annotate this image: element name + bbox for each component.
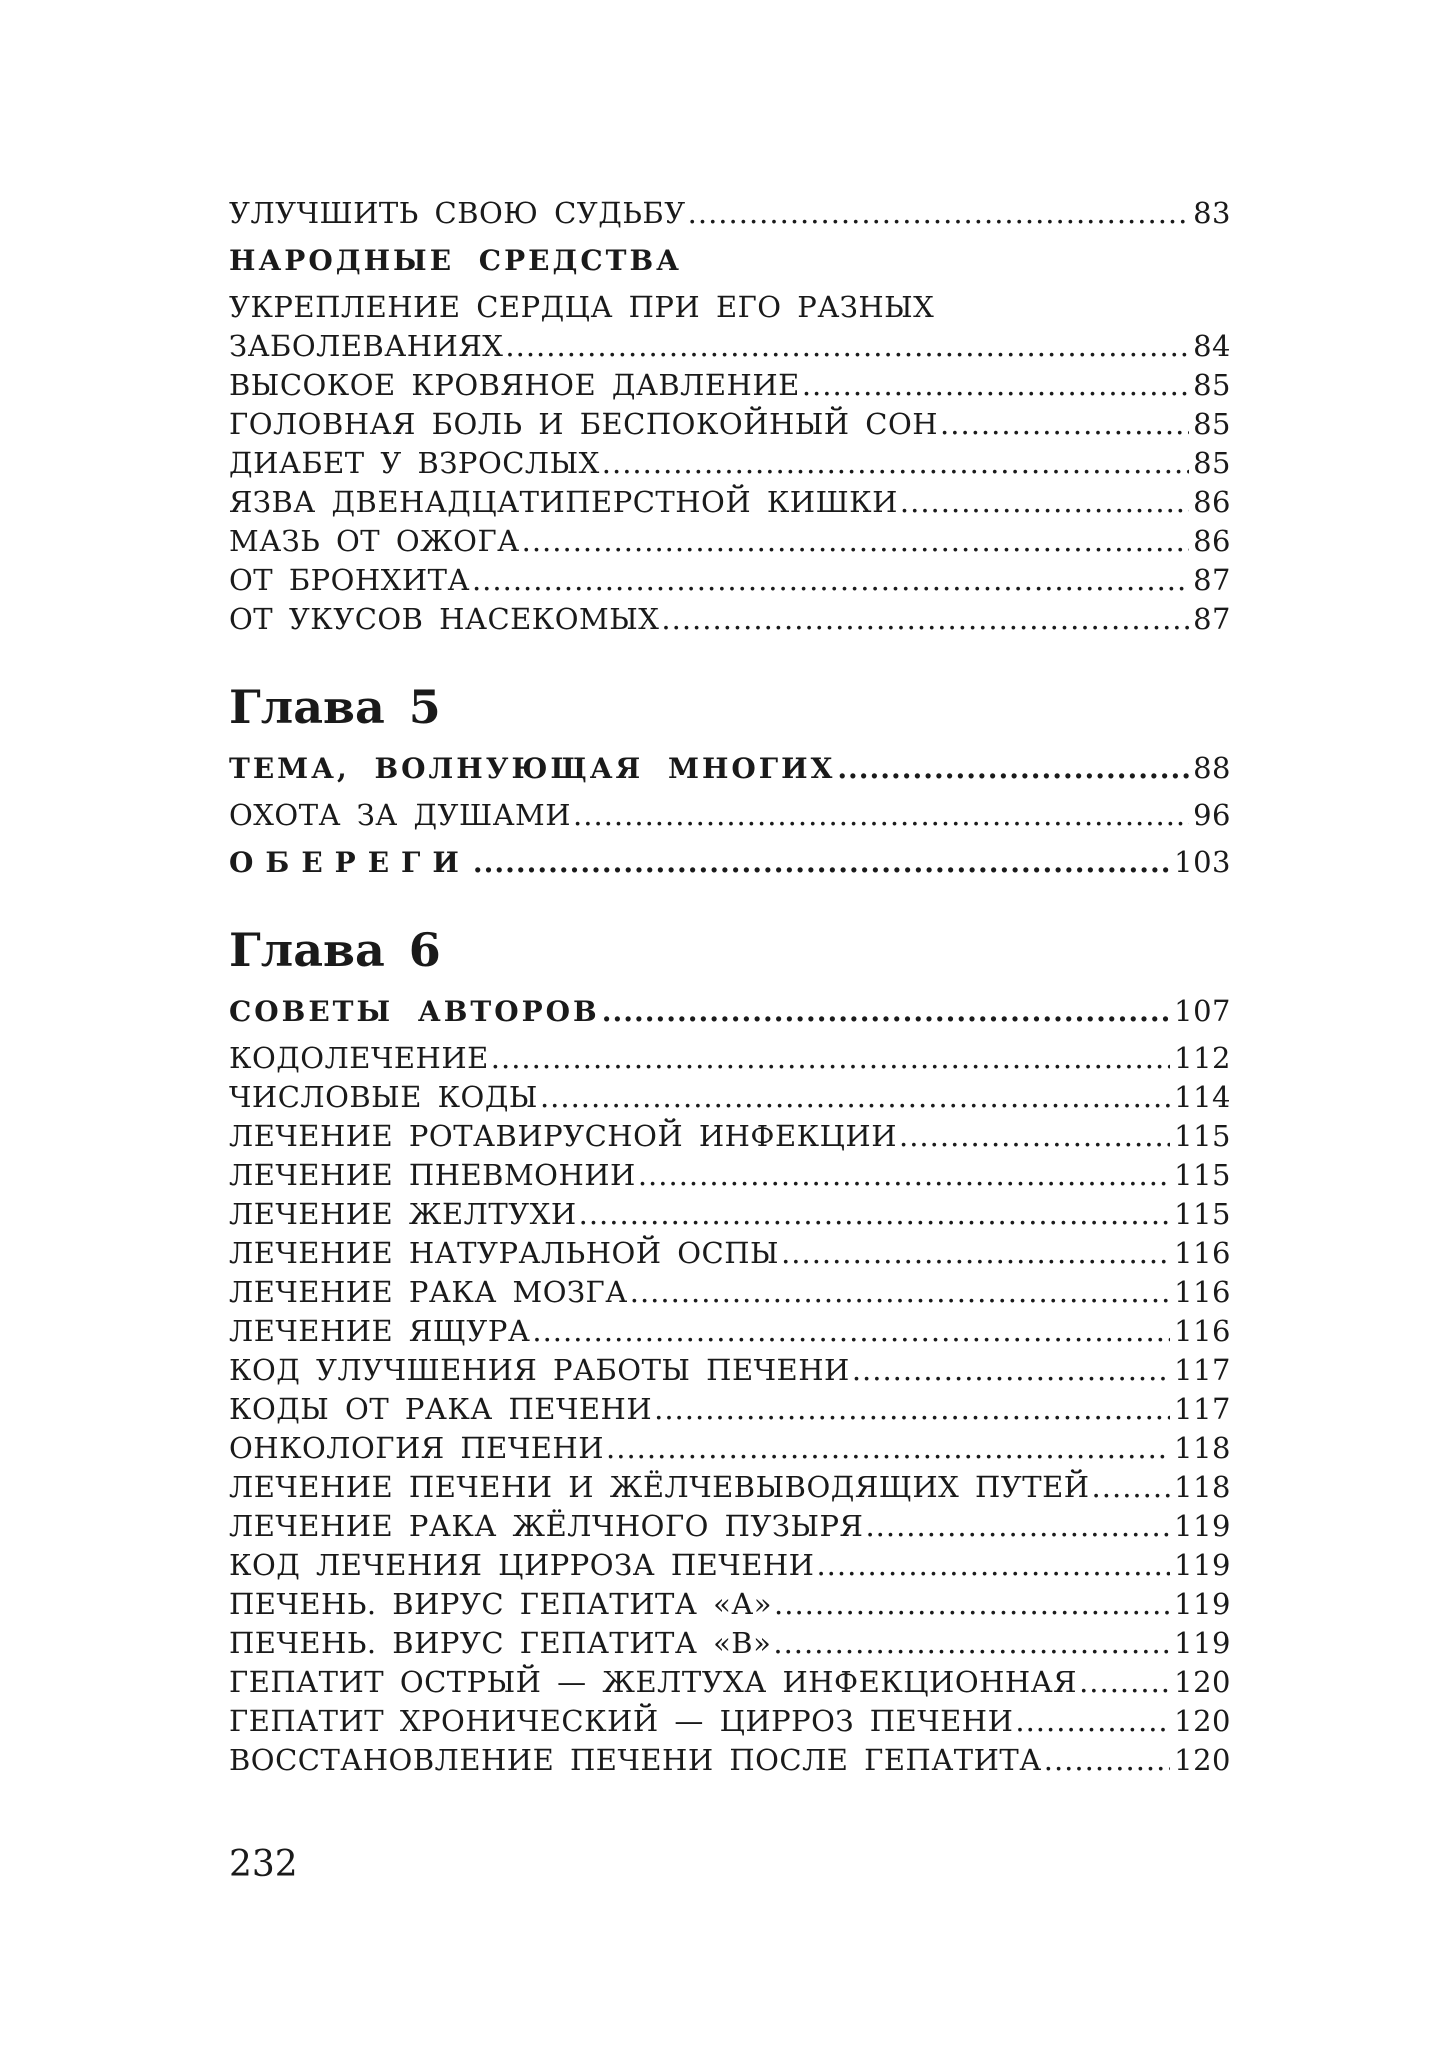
leader-dots <box>940 405 1189 444</box>
toc-entry-page: 88 <box>1193 751 1231 785</box>
toc-entry <box>229 1273 1231 1312</box>
leader-dots <box>837 749 1189 788</box>
toc-entry <box>229 1585 1231 1624</box>
toc-entry-title: КОДОЛЕЧЕНИЕ <box>229 1041 489 1075</box>
toc-entry-title: ЛЕЧЕНИЕ ПЕЧЕНИ И ЖЁЛЧЕВЫВОДЯЩИХ ПУТЕЙ <box>229 1470 1090 1504</box>
toc-entry-title: КОД УЛУЧШЕНИЯ РАБОТЫ ПЕЧЕНИ <box>229 1353 850 1387</box>
toc-entry-page: 119 <box>1174 1509 1231 1543</box>
toc-entry <box>229 1741 1231 1780</box>
toc-entry <box>229 1702 1231 1741</box>
toc-entry <box>229 1390 1231 1429</box>
leader-dots <box>573 796 1189 835</box>
toc-entry-page: 86 <box>1193 485 1231 519</box>
toc-entry <box>229 1351 1231 1390</box>
toc-entry-page: 85 <box>1193 407 1231 441</box>
toc-entry-page: 116 <box>1174 1314 1231 1348</box>
toc-entry <box>229 600 1231 639</box>
toc-entry-page: 120 <box>1174 1704 1231 1738</box>
toc-entry-title: ГЕПАТИТ ХРОНИЧЕСКИЙ — ЦИРРОЗ ПЕЧЕНИ <box>229 1704 1014 1738</box>
toc-entry-page: 85 <box>1193 368 1231 402</box>
leader-dots <box>602 992 1170 1031</box>
toc-entry-page: 114 <box>1174 1080 1231 1114</box>
toc-entry-title: ОТ БРОНХИТА <box>229 563 470 597</box>
toc-entry-page: 83 <box>1193 196 1231 230</box>
toc-section-entry <box>229 992 1231 1031</box>
toc-entry-title: ЛЕЧЕНИЕ ПНЕВМОНИИ <box>229 1158 636 1192</box>
toc-entry-page: 115 <box>1174 1197 1231 1231</box>
leader-dots <box>638 1156 1170 1195</box>
toc-entry-page: 119 <box>1174 1626 1231 1660</box>
leader-dots <box>540 1078 1170 1117</box>
toc-entry-page: 120 <box>1174 1665 1231 1699</box>
leader-dots <box>654 1390 1170 1429</box>
leader-dots <box>661 600 1189 639</box>
chapter6-entries-list <box>229 1039 1231 1780</box>
leader-dots <box>1092 1468 1171 1507</box>
toc-entry <box>229 366 1231 405</box>
folk-remedies-list <box>229 327 1231 639</box>
toc-entry-page: 119 <box>1174 1587 1231 1621</box>
leader-dots <box>688 194 1189 233</box>
toc-entry-title: УЛУЧШИТЬ СВОЮ СУДЬБУ <box>229 196 686 230</box>
toc-entry-title: ОБЕРЕГИ <box>229 846 471 879</box>
toc-entry-title: ДИАБЕТ У ВЗРОСЛЫХ <box>229 446 600 480</box>
toc-entry-page: 103 <box>1174 845 1231 879</box>
toc-entry-title: ЛЕЧЕНИЕ РАКА ЖЁЛЧНОГО ПУЗЫРЯ <box>229 1509 864 1543</box>
toc-entry-title: ЯЗВА ДВЕНАДЦАТИПЕРСТНОЙ КИШКИ <box>229 485 898 519</box>
leader-dots <box>630 1273 1170 1312</box>
toc-entry <box>229 194 1231 233</box>
toc-entry <box>229 796 1231 835</box>
toc-entry-title: КОДЫ ОТ РАКА ПЕЧЕНИ <box>229 1392 653 1426</box>
toc-entry-title: МАЗЬ ОТ ОЖОГА <box>229 524 520 558</box>
leader-dots <box>522 522 1189 561</box>
toc-entry-title: КОД ЛЕЧЕНИЯ ЦИРРОЗА ПЕЧЕНИ <box>229 1548 815 1582</box>
leader-dots <box>1079 1663 1170 1702</box>
toc-entry <box>229 1078 1231 1117</box>
leader-dots <box>473 843 1170 882</box>
toc-entry <box>229 405 1231 444</box>
toc-entry-title: ЛЕЧЕНИЕ ЯЩУРА <box>229 1314 531 1348</box>
toc-entry-title: ВОССТАНОВЛЕНИЕ ПЕЧЕНИ ПОСЛЕ ГЕПАТИТА <box>229 1743 1042 1777</box>
toc-entry-title: ЛЕЧЕНИЕ НАТУРАЛЬНОЙ ОСПЫ <box>229 1236 780 1270</box>
toc-entry-page: 87 <box>1193 563 1231 597</box>
leader-dots <box>781 1234 1170 1273</box>
toc-entry-title: ЛЕЧЕНИЕ РОТАВИРУСНОЙ ИНФЕКЦИИ <box>229 1119 897 1153</box>
toc-entry-page: 107 <box>1174 994 1231 1028</box>
page-number: 232 <box>229 1844 298 1885</box>
toc-entry-page: 86 <box>1193 524 1231 558</box>
leader-dots <box>505 327 1189 366</box>
toc-entry-title: ПЕЧЕНЬ. ВИРУС ГЕПАТИТА «В» <box>229 1626 772 1660</box>
leader-dots <box>900 483 1189 522</box>
toc-entry <box>229 1546 1231 1585</box>
toc-entry-title: ЧИСЛОВЫЕ КОДЫ <box>229 1080 538 1114</box>
toc-entry-title: СОВЕТЫ АВТОРОВ <box>229 995 600 1028</box>
toc-entry-page: 84 <box>1193 329 1231 363</box>
toc-entry <box>229 1507 1231 1546</box>
leader-dots <box>852 1351 1170 1390</box>
leader-dots <box>472 561 1189 600</box>
toc-entry-title: ГЕПАТИТ ОСТРЫЙ — ЖЕЛТУХА ИНФЕКЦИОННАЯ <box>229 1665 1078 1699</box>
toc-entry-page: 118 <box>1174 1431 1231 1465</box>
toc-entry-title: ЛЕЧЕНИЕ РАКА МОЗГА <box>229 1275 628 1309</box>
toc-entry-title: ОХОТА ЗА ДУШАМИ <box>229 798 572 832</box>
toc-section-entry <box>229 749 1231 788</box>
toc-entry-title: ТЕМА, ВОЛНУЮЩАЯ МНОГИХ <box>229 752 836 785</box>
toc-entry-title: ЛЕЧЕНИЕ ЖЕЛТУХИ <box>229 1197 577 1231</box>
leader-dots <box>865 1507 1170 1546</box>
toc-section-entry <box>229 843 1231 882</box>
toc-entry-page: 87 <box>1193 602 1231 636</box>
leader-dots <box>532 1312 1170 1351</box>
toc-entry <box>229 483 1231 522</box>
toc-entry <box>229 1429 1231 1468</box>
toc-entry <box>229 444 1231 483</box>
toc-entry <box>229 1039 1231 1078</box>
toc-entry <box>229 327 1231 366</box>
toc-entry <box>229 1156 1231 1195</box>
toc-entry <box>229 1468 1231 1507</box>
leader-dots <box>774 1585 1170 1624</box>
toc-entry-page: 115 <box>1174 1119 1231 1153</box>
toc-entry <box>229 1312 1231 1351</box>
toc-entry-title: ОТ УКУСОВ НАСЕКОМЫХ <box>229 602 660 636</box>
toc-entry-title: ОНКОЛОГИЯ ПЕЧЕНИ <box>229 1431 605 1465</box>
toc-entry-title: ПЕЧЕНЬ. ВИРУС ГЕПАТИТА «А» <box>229 1587 773 1621</box>
toc-entry-title: ГОЛОВНАЯ БОЛЬ И БЕСПОКОЙНЫЙ СОН <box>229 407 939 441</box>
leader-dots <box>1044 1741 1170 1780</box>
toc-entry-page: 119 <box>1174 1548 1231 1582</box>
toc-entry-page: 112 <box>1174 1041 1231 1075</box>
toc-entry <box>229 1624 1231 1663</box>
chapter-heading-6: Глава 6 <box>229 923 441 977</box>
toc-entry <box>229 1663 1231 1702</box>
chapter-heading-5: Глава 5 <box>229 680 441 734</box>
toc-entry-page: 116 <box>1174 1236 1231 1270</box>
toc-entry <box>229 1117 1231 1156</box>
toc-entry <box>229 1195 1231 1234</box>
toc-entry <box>229 561 1231 600</box>
toc-entry-page: 117 <box>1174 1392 1231 1426</box>
toc-entry-page: 116 <box>1174 1275 1231 1309</box>
toc-entry-page: 96 <box>1193 798 1231 832</box>
section-heading-folk: НАРОДНЫЕ СРЕДСТВА <box>229 244 682 277</box>
leader-dots <box>579 1195 1171 1234</box>
leader-dots <box>816 1546 1170 1585</box>
toc-entry-title-line: УКРЕПЛЕНИЕ СЕРДЦА ПРИ ЕГО РАЗНЫХ <box>229 290 935 324</box>
table-of-contents <box>229 194 1231 1780</box>
leader-dots <box>602 444 1189 483</box>
leader-dots <box>773 1624 1170 1663</box>
toc-entry-page: 120 <box>1174 1743 1231 1777</box>
toc-entry-title: ВЫСОКОЕ КРОВЯНОЕ ДАВЛЕНИЕ <box>229 368 800 402</box>
toc-entry-title: ЗАБОЛЕВАНИЯХ <box>229 329 504 363</box>
leader-dots <box>606 1429 1170 1468</box>
leader-dots <box>899 1117 1170 1156</box>
toc-entry <box>229 1234 1231 1273</box>
leader-dots <box>1015 1702 1170 1741</box>
toc-entry-page: 115 <box>1174 1158 1231 1192</box>
toc-entry-page: 85 <box>1193 446 1231 480</box>
leader-dots <box>802 366 1189 405</box>
toc-entry-page: 117 <box>1174 1353 1231 1387</box>
toc-entry <box>229 522 1231 561</box>
toc-entry-page: 118 <box>1174 1470 1231 1504</box>
leader-dots <box>491 1039 1170 1078</box>
